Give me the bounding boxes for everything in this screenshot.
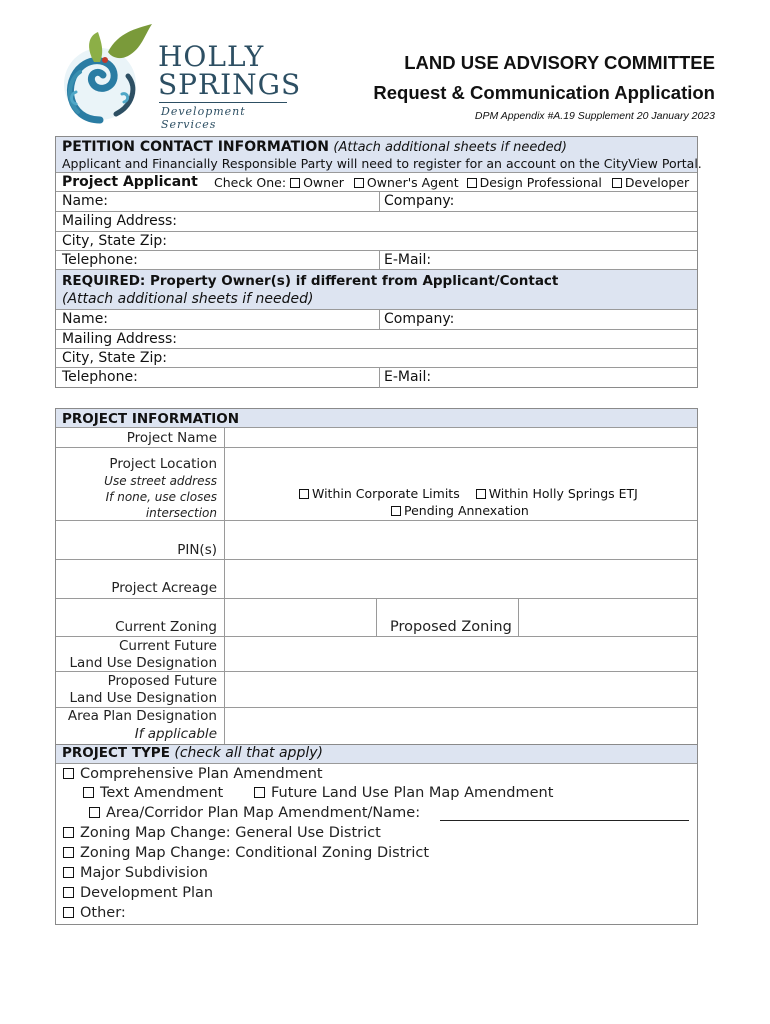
applicant-label: Project Applicant: [62, 174, 198, 190]
owner-name-field[interactable]: Name:: [62, 311, 109, 327]
other-option: [63, 905, 126, 921]
zoning-general-option: [63, 825, 381, 841]
within-etj-checkbox[interactable]: [476, 489, 486, 499]
project-location-row: [56, 448, 697, 521]
register-note: Applicant and Financially Responsible Party will need to register for an account on the CityView Portal.: [62, 156, 702, 171]
zoning-conditional-option: [63, 845, 429, 861]
applicant-telephone-field[interactable]: Telephone:: [62, 252, 138, 268]
pending-annexation-checkbox[interactable]: [391, 506, 401, 516]
project-type-table: [55, 744, 698, 925]
area-corridor-label: Area/Corridor Plan Map Amendment/Name:: [106, 805, 421, 821]
applicant-city-field[interactable]: City, State Zip:: [62, 233, 167, 249]
area-corridor-name-line[interactable]: [440, 820, 689, 821]
proposed-future-label-2: Land Use Designation: [69, 690, 217, 706]
area-plan-row: [56, 708, 697, 745]
location-hint-2: If none, use closes: [105, 490, 217, 504]
zoning-conditional-checkbox[interactable]: [63, 847, 74, 858]
comp-plan-label: Comprehensive Plan Amendment: [80, 766, 323, 782]
design-professional-checkbox[interactable]: [467, 178, 477, 188]
project-location-label: Project Location: [109, 456, 217, 472]
zoning-general-label: Zoning Map Change: General Use District: [80, 825, 381, 841]
current-zoning-field[interactable]: [225, 599, 376, 636]
owner-city-field[interactable]: City, State Zip:: [62, 350, 167, 366]
text-amendment-option: [83, 785, 223, 801]
holly-springs-logo: [58, 22, 302, 131]
logo-line-2: SPRINGS: [158, 68, 302, 101]
logo-subtitle: Development Services: [161, 105, 246, 131]
design-professional-option-label: Design Professional: [479, 175, 602, 190]
project-info-heading: PROJECT INFORMATION: [62, 411, 240, 427]
applicant-mailing-row: [56, 212, 697, 232]
petition-heading-row: [56, 137, 702, 173]
major-subdivision-label: Major Subdivision: [80, 865, 208, 881]
comp-plan-option: [63, 766, 323, 782]
applicant-telephone-row: [56, 251, 697, 270]
applicant-company-field[interactable]: Company:: [384, 193, 455, 209]
swirl-holly-icon: [58, 22, 158, 126]
other-label: Other:: [80, 905, 126, 921]
acreage-label: Project Acreage: [111, 580, 217, 596]
development-plan-checkbox[interactable]: [63, 887, 74, 898]
acreage-field[interactable]: [225, 560, 697, 598]
owner-checkbox[interactable]: [290, 178, 300, 188]
within-corporate-checkbox[interactable]: [299, 489, 309, 499]
zoning-conditional-label: Zoning Map Change: Conditional Zoning District: [80, 845, 430, 861]
current-zoning-label: Current Zoning: [115, 619, 217, 635]
area-plan-label: Area Plan Designation: [67, 708, 217, 724]
project-name-row: [56, 428, 697, 448]
project-type-heading: PROJECT TYPE: [62, 745, 170, 761]
form-title: LAND USE ADVISORY COMMITTEE: [404, 52, 715, 73]
form-subtitle: Request & Communication Application: [373, 82, 715, 103]
development-plan-option: [63, 885, 213, 901]
future-map-option: [254, 785, 553, 801]
appendix-reference: DPM Appendix #A.19 Supplement 20 January 2023: [474, 110, 715, 122]
proposed-future-row: [56, 672, 697, 708]
project-information-table: [55, 408, 698, 745]
owner-heading-row: [56, 270, 697, 310]
area-plan-hint: If applicable: [134, 726, 217, 742]
zoning-general-checkbox[interactable]: [63, 827, 74, 838]
current-future-label-1: Current Future: [119, 638, 217, 654]
owner-option-label: Owner: [303, 175, 344, 190]
applicant-email-field[interactable]: E-Mail:: [384, 252, 432, 268]
pending-annexation-label: Pending Annexation: [404, 503, 529, 518]
current-future-row: [56, 637, 697, 672]
owner-telephone-field[interactable]: Telephone:: [62, 369, 138, 385]
future-map-label: Future Land Use Plan Map Amendment: [271, 785, 554, 801]
applicant-name-row: [56, 192, 697, 212]
owners-agent-option-label: Owner's Agent: [366, 175, 459, 190]
development-plan-label: Development Plan: [80, 885, 214, 901]
logo-line-1: HOLLY: [158, 40, 265, 73]
acreage-row: [56, 560, 697, 599]
owner-heading-note: (Attach additional sheets if needed): [62, 291, 314, 307]
area-corridor-option: [89, 805, 420, 821]
applicant-row: [56, 173, 697, 192]
proposed-future-field[interactable]: [225, 672, 697, 707]
proposed-future-label-1: Proposed Future: [107, 673, 217, 689]
major-subdivision-checkbox[interactable]: [63, 867, 74, 878]
location-hint-1: Use street address: [104, 474, 217, 488]
future-map-checkbox[interactable]: [254, 787, 265, 798]
text-amendment-checkbox[interactable]: [83, 787, 94, 798]
project-type-heading-note: (check all that apply): [174, 745, 323, 761]
applicant-name-field[interactable]: Name:: [62, 193, 109, 209]
pins-label: PIN(s): [177, 542, 217, 558]
pins-field[interactable]: [225, 521, 697, 559]
proposed-zoning-label: Proposed Zoning: [390, 619, 512, 635]
area-plan-field[interactable]: [225, 708, 697, 745]
location-hint-3: intersection: [145, 506, 217, 520]
comp-plan-checkbox[interactable]: [63, 768, 74, 779]
project-info-heading-row: [56, 409, 697, 428]
owner-telephone-row: [56, 368, 697, 388]
petition-heading: PETITION CONTACT INFORMATION: [62, 139, 329, 155]
within-corporate-label: Within Corporate Limits: [312, 486, 460, 501]
owner-mailing-field[interactable]: Mailing Address:: [62, 331, 178, 347]
owner-mailing-row: [56, 330, 697, 349]
project-name-field[interactable]: [225, 428, 697, 447]
current-future-label-2: Land Use Designation: [69, 655, 217, 671]
logo-divider: [159, 102, 287, 103]
zoning-row: [56, 599, 697, 637]
owner-company-field[interactable]: Company:: [384, 311, 455, 327]
pins-row: [56, 521, 697, 560]
text-amendment-label: Text Amendment: [100, 785, 224, 801]
owners-agent-checkbox[interactable]: [354, 178, 364, 188]
applicant-mailing-field[interactable]: Mailing Address:: [62, 213, 178, 229]
area-corridor-checkbox[interactable]: [89, 807, 100, 818]
owner-email-field[interactable]: E-Mail:: [384, 369, 432, 385]
developer-option-label: Developer: [624, 175, 690, 190]
owner-heading: REQUIRED: Property Owner(s) if different from Applicant/Contact: [62, 273, 559, 289]
owner-name-row: [56, 310, 697, 330]
within-etj-label: Within Holly Springs ETJ: [488, 486, 638, 501]
other-checkbox[interactable]: [63, 907, 74, 918]
proposed-zoning-field[interactable]: [520, 599, 697, 636]
current-future-field[interactable]: [225, 637, 697, 671]
petition-heading-note: (Attach additional sheets if needed): [333, 140, 567, 155]
developer-checkbox[interactable]: [612, 178, 622, 188]
check-one-label: Check One:: [214, 175, 287, 190]
project-name-label: Project Name: [126, 430, 217, 446]
major-subdivision-option: [63, 865, 208, 881]
applicant-city-row: [56, 232, 697, 251]
owner-city-row: [56, 349, 697, 368]
petition-contact-table: [55, 136, 702, 388]
check-one-group: [214, 175, 689, 190]
project-type-heading-row: [56, 745, 697, 764]
